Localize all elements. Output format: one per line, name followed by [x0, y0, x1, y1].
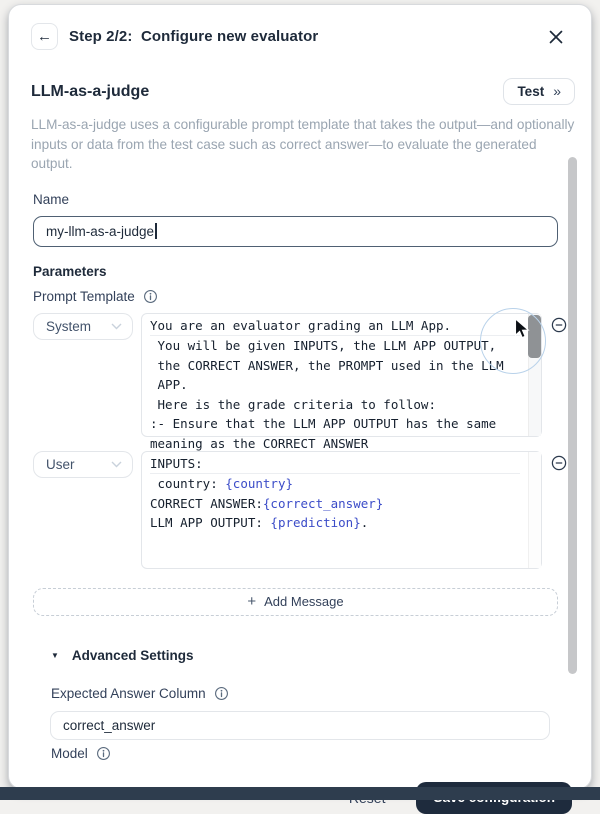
- parameters-heading: Parameters: [33, 263, 107, 279]
- expected-answer-label-row: [51, 686, 575, 701]
- expected-answer-label: Expected Answer Column: [51, 685, 206, 701]
- caret-down-icon: ▼: [51, 650, 59, 660]
- code-line: the CORRECT ANSWER, the PROMPT used in the LLM: [150, 357, 504, 373]
- info-icon[interactable]: [214, 686, 229, 701]
- evaluator-title: LLM-as-a-judge: [31, 82, 150, 100]
- name-input-value: my-llm-as-a-judge: [46, 223, 155, 239]
- name-label: Name: [33, 191, 70, 207]
- code-line: LLM APP OUTPUT: {prediction}.: [150, 515, 369, 530]
- close-button[interactable]: [549, 30, 563, 44]
- chevron-down-icon: [111, 323, 122, 330]
- back-arrow-icon: ←: [37, 28, 52, 45]
- code-line: :- Ensure that the LLM APP OUTPUT has the same: [150, 416, 497, 431]
- modal-title: Step 2/2: Configure new evaluator: [69, 28, 319, 45]
- user-message-content: [142, 452, 541, 533]
- advanced-settings-label: Advanced Settings: [71, 647, 194, 663]
- page-background-footer: [0, 787, 600, 800]
- system-message-textarea[interactable]: [141, 313, 542, 451]
- textarea-scrollbar-thumb[interactable]: [528, 315, 541, 358]
- template-variable: {country}: [225, 476, 293, 491]
- user-message-textarea[interactable]: [141, 451, 542, 569]
- add-message-label: Add Message: [264, 594, 344, 609]
- code-line: INPUTS:: [150, 454, 520, 475]
- message-row-system: [33, 313, 567, 451]
- template-variable: {prediction}: [270, 515, 361, 530]
- double-chevron-right-icon: »: [553, 83, 561, 99]
- prompt-template-label-row: [33, 289, 575, 304]
- model-label-row: [51, 746, 575, 761]
- expected-answer-input[interactable]: [50, 711, 550, 740]
- add-message-button[interactable]: [33, 588, 558, 616]
- message-row-user: [33, 451, 567, 569]
- minus-circle-icon: [551, 455, 567, 471]
- chevron-down-icon: [111, 461, 122, 468]
- prompt-template-label: Prompt Template: [33, 288, 135, 304]
- code-line: APP.: [150, 377, 188, 392]
- textarea-scrollbar-track[interactable]: [528, 452, 541, 568]
- test-button[interactable]: [503, 78, 575, 105]
- code-line: country: {country}: [150, 476, 293, 491]
- expected-answer-value: correct_answer: [63, 717, 156, 733]
- remove-message-button[interactable]: [551, 317, 567, 333]
- code-line: You will be given INPUTS, the LLM APP OUTPUT,: [150, 338, 497, 353]
- textarea-scrollbar-track[interactable]: [528, 314, 541, 436]
- evaluator-description: LLM-as-a-judge uses a configurable prompt template that takes the output—and optionally inputs or data from the test case such as correct answer—to evaluate the generated output.: [31, 117, 575, 171]
- code-line: You are an evaluator grading an LLM App.: [150, 316, 520, 337]
- back-button[interactable]: [31, 23, 58, 50]
- code-line: CORRECT ANSWER:{correct_answer}: [150, 495, 384, 511]
- text-caret: [155, 223, 157, 239]
- modal-header: [31, 23, 575, 50]
- remove-message-button[interactable]: [551, 455, 567, 471]
- name-input[interactable]: [33, 216, 558, 247]
- modal-scrollbar-thumb[interactable]: [568, 157, 577, 674]
- configure-evaluator-modal: [8, 4, 592, 789]
- role-select-system[interactable]: [33, 313, 133, 340]
- plus-icon: +: [247, 593, 257, 610]
- model-label: Model: [51, 745, 88, 761]
- role-select-value: System: [46, 318, 92, 334]
- info-icon[interactable]: [143, 289, 158, 304]
- code-line: meaning as the CORRECT ANSWER: [150, 435, 369, 451]
- advanced-settings-toggle[interactable]: [51, 648, 575, 663]
- minus-circle-icon: [551, 317, 567, 333]
- info-icon[interactable]: [96, 746, 111, 761]
- template-variable: {correct_answer}: [262, 495, 384, 511]
- code-line: Here is the grade criteria to follow:: [150, 396, 436, 412]
- test-button-label: Test: [517, 83, 545, 99]
- evaluator-header: [31, 78, 575, 105]
- system-message-content: [142, 314, 541, 454]
- close-icon: [549, 30, 563, 44]
- role-select-value: User: [46, 456, 75, 472]
- role-select-user[interactable]: [33, 451, 133, 478]
